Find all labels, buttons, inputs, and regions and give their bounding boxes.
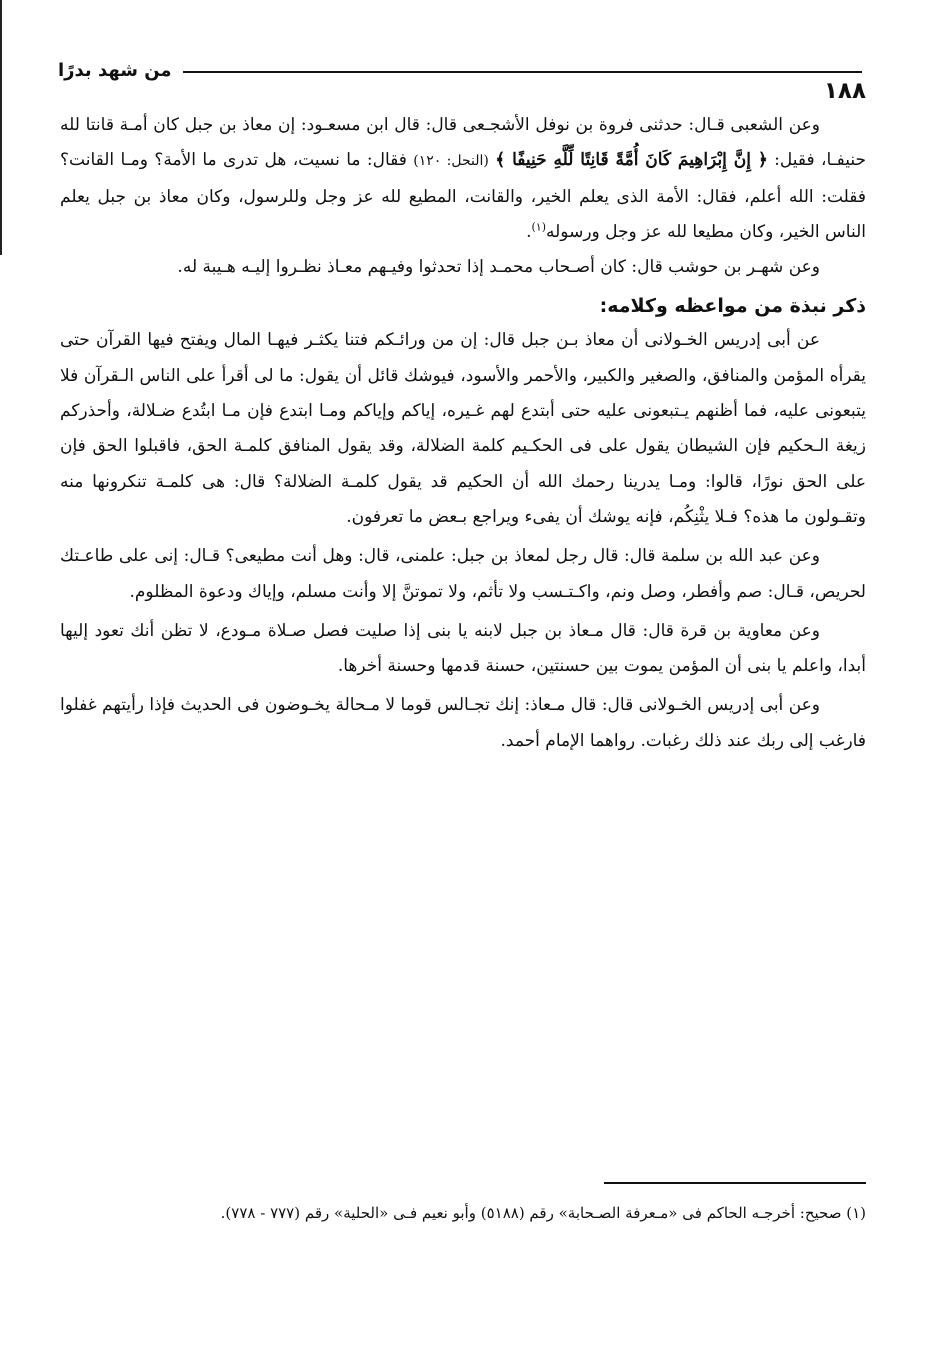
paragraph-muawiya-qurra: وعن معاوية بن قرة قال: قال مـعاذ بن جبل لابنه يا بنى إذا صليت فصل صـلاة مـودع، لا تظن أنك تعود إليها أبدا، واعلم يا بنى أن المؤمن يموت بين حسنتين، حسنة قدمها وحسنة أخرها.	[60, 620, 866, 677]
page-number: ١٨٨	[823, 78, 866, 104]
paragraph-khawlani-gathering: وعن أبى إدريس الخـولانى قال: قال مـعاذ: إنك تجـالس قوما لا مـحالة يخـوضون فى الحديث فإذا رأيتهم غفلوا فارغب إلى ربك عند ذلك رغبات. رواهما الإمام أحمد.	[60, 695, 866, 751]
paragraph-khawlani-fitna: عن أبى إدريس الخـولانى أن معاذ بـن جبل قال: إن من ورائـكم فتنا يكثـر فيهـا المال ويفتح فيها القرآن حتى يقرأه المؤمن والمنافق، والصغير والكبير، والأحمر والأسود، فيوشك قائل أن يقول: ما لى أقرأ على الناس الـقرآن فلا يتبعونى عليه، فما أظنهم يـتبعونى عليه حتى أبتدع لهم غـيره، إياكم وإياكم ومـا ابتدع فإن مـا ابتُدع ضـلالة، وأحذركم زيغة الـحكيم فإن الشيطان يقول على فى الحكـيم كلمة الضلالة، وقد يقول المنافق كلمـة الحق، فاقبلوا الحق فإن على الحق نورًا، قالوا: ومـا يدرينا رحمك الله أن الحكيم قد يقول كلمـة الضلالة؟ قال: هى كلمـة تنكرونها منه وتقـولون ما هذه؟ فـلا يثْنِكُم، فإنه يوشك أن يفىء ويراجع بـعض ما تعرفون.	[60, 330, 866, 527]
footnotes	[50, 1198, 866, 1229]
header-rule	[183, 71, 862, 73]
paragraph-text: .	[526, 221, 532, 242]
paragraph-abdullah-salama: وعن عبد الله بن سلمة قال: قال رجل لمعاذ بن جبل: علمنى، قال: وهل أنت مطيعى؟ قـال: إنى على طاعـتك لحريص، قـال: صم وأفطر، وصل ونم، واكـتـسب ولا تأثم، ولا تموتنَّ إلا وأنت مسلم، وإياك ودعوة المظلوم.	[60, 546, 866, 602]
verse-citation: (النحل: ١٢٠)	[413, 153, 489, 170]
paragraph-text: وعن الشعبى قـال: حدثنى فروة بن نوفل الأشجـعى قال: قال ابن مسعـود: إن معاذ بن جبل كان أمـة قانتا لله حنيفـا، فقيل:	[60, 115, 866, 171]
paragraph-shabi-narration	[60, 108, 866, 250]
footnote-item: (١) صحيح: أخرجـه الحاكم فى «مـعرفة الصـحابة» رقم (٥١٨٨) وأبو نعيم فـى «الحلية» رقم (٧٧٧ - ٧٧٨).	[220, 1204, 866, 1222]
footnote-marker: (١)	[531, 220, 547, 234]
footnote-separator	[604, 1182, 866, 1184]
section-heading: ذكر نبذة من مواعظه وكلامه:	[599, 295, 866, 318]
scan-edge-line	[0, 0, 2, 255]
quran-verse: ﴿ إِنَّ إِبْرَاهِيمَ كَانَ أُمَّةً قَانِتًا لِّلَّهِ حَنِيفًا ﴾	[495, 150, 768, 171]
page-header	[58, 52, 870, 104]
paragraph-text: فقال: ما نسيت، هل تدرى ما الأمة؟ ومـا القانت؟ فقلت: الله أعلم، فقال: الأمة الذى يعلم الخير، والقانت، المطيع لله عز وجل وللرسول، وكان معاذ بن جبل يعلم الناس الخير، وكان مطيعا لله عز وجل ورسوله	[60, 150, 866, 242]
paragraph-shahr-narration: وعن شهـر بن حوشب قال: كان أصـحاب محمـد إذا تحدثوا وفيـهم معـاذ نظـروا إليـه هـيبة له.	[177, 257, 820, 278]
main-text	[60, 108, 866, 759]
running-title: من شهد بدرًا	[58, 60, 172, 81]
